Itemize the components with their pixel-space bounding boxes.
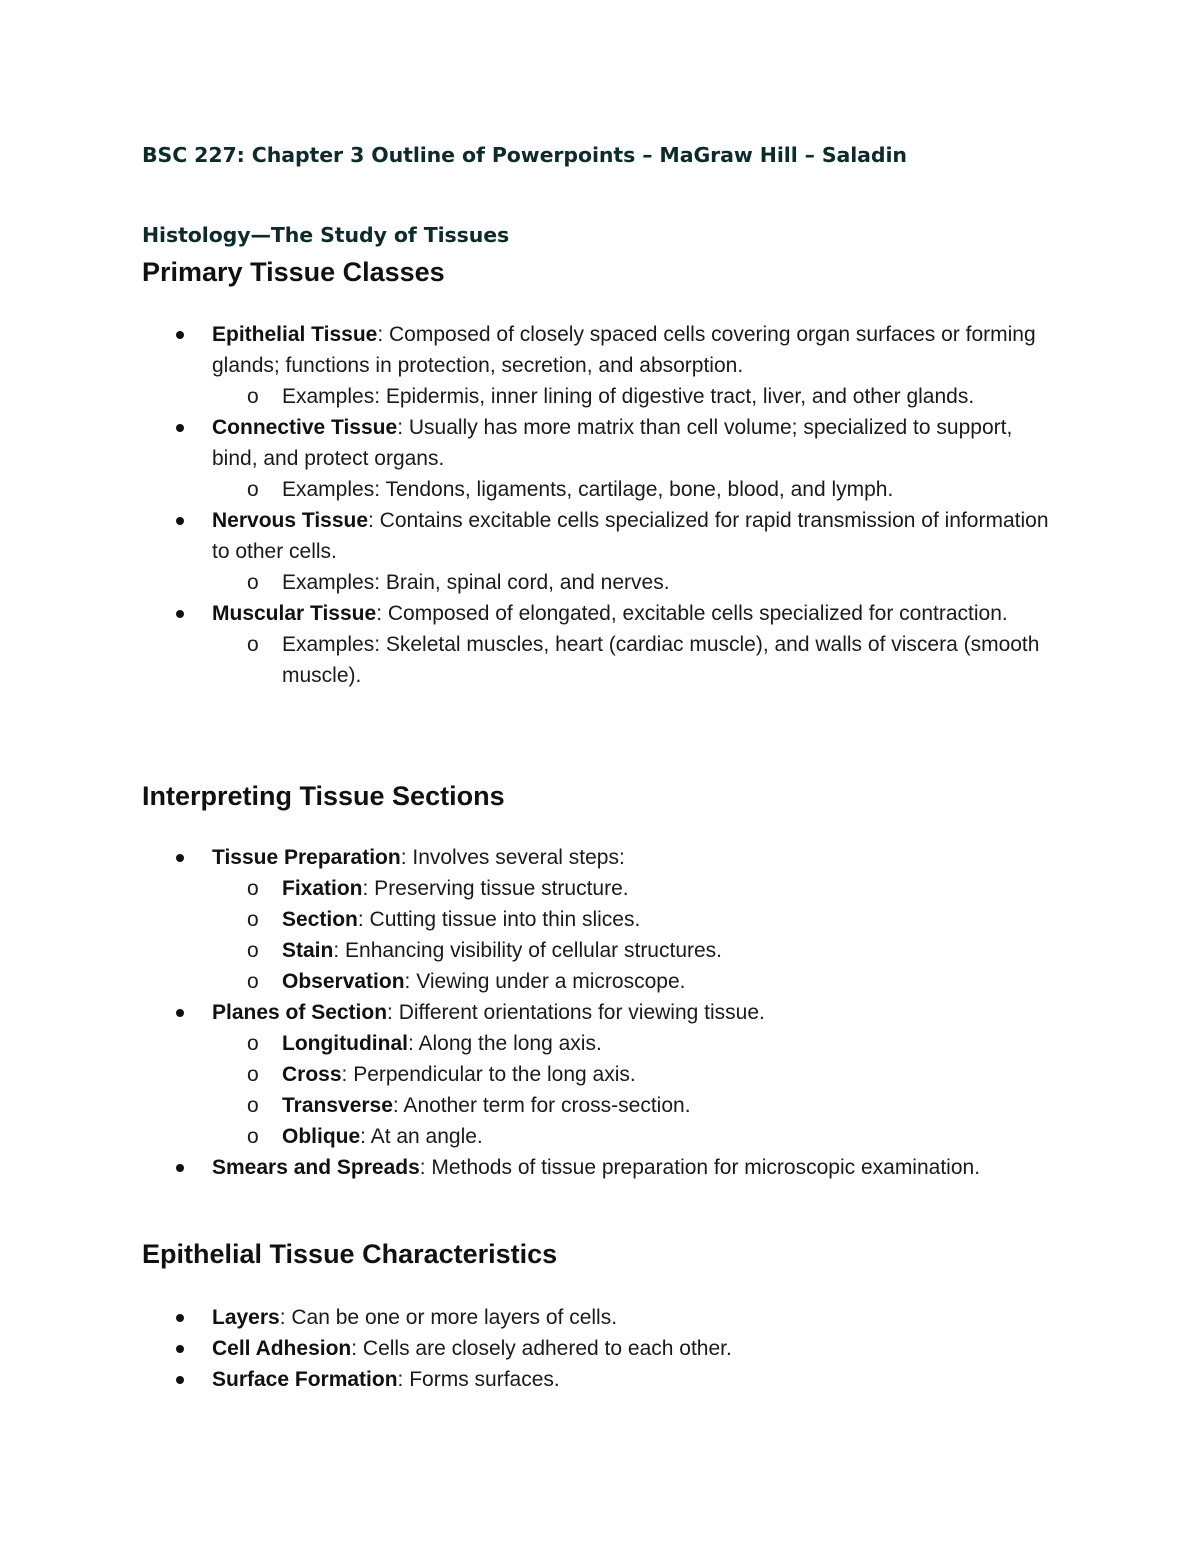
sub-list <box>212 1028 1060 1152</box>
item-term: Tissue Preparation <box>212 846 401 869</box>
sub-list-item <box>247 1028 1060 1059</box>
section-heading-interpreting-tissue-sections: Interpreting Tissue Sections <box>142 781 505 811</box>
item-term: Epithelial Tissue <box>212 323 378 346</box>
primary-tissue-list <box>0 319 1200 691</box>
item-term: Nervous Tissue <box>212 509 369 532</box>
sub-list <box>212 629 1060 691</box>
section-heading-epithelial-characteristics: Epithelial Tissue Characteristics <box>142 1239 558 1269</box>
circle-bullet-icon: o <box>247 633 259 656</box>
list-item <box>0 842 1200 997</box>
circle-bullet-icon: o <box>247 1125 259 1148</box>
bullet-icon <box>176 1314 184 1322</box>
list-item <box>0 1302 1200 1333</box>
circle-bullet-icon: o <box>247 478 259 501</box>
list-item <box>0 1364 1200 1395</box>
sub-item-text: : Along the long axis. <box>407 1032 602 1055</box>
bullet-icon <box>176 1376 184 1384</box>
sub-list-item <box>247 1059 1060 1090</box>
sub-list-item <box>247 966 1060 997</box>
interpreting-sections-list <box>0 842 1200 1183</box>
sub-item-text: Examples: Brain, spinal cord, and nerves. <box>282 571 670 594</box>
item-text: : Contains excitable cells specialized for rapid transmission of information to other cells. <box>212 509 1049 563</box>
bullet-icon <box>176 331 184 339</box>
sub-item-text: Examples: Epidermis, inner lining of digestive tract, liver, and other glands. <box>282 385 975 408</box>
sub-item-text: : Cutting tissue into thin slices. <box>357 908 641 931</box>
item-term: Connective Tissue <box>212 416 398 439</box>
item-text: : Involves several steps: <box>400 846 625 869</box>
document-subheading: Histology—The Study of Tissues <box>142 223 510 247</box>
item-term: Muscular Tissue <box>212 602 377 625</box>
sub-list-item <box>247 1121 1060 1152</box>
sub-item-text: : Viewing under a microscope. <box>404 970 686 993</box>
item-text: : Cells are closely adhered to each other. <box>351 1337 732 1360</box>
sub-item-text: : Enhancing visibility of cellular structures. <box>333 939 723 962</box>
list-item <box>0 412 1200 505</box>
bullet-icon <box>176 1009 184 1017</box>
list-item <box>0 997 1200 1152</box>
sub-list <box>212 474 1060 505</box>
item-term: Surface Formation <box>212 1368 398 1391</box>
item-text: : Forms surfaces. <box>397 1368 560 1391</box>
sub-item-term: Transverse <box>282 1094 393 1117</box>
sub-item-term: Cross <box>282 1063 342 1086</box>
sub-item-text: : Preserving tissue structure. <box>362 877 629 900</box>
sub-item-text: Examples: Tendons, ligaments, cartilage, bone, blood, and lymph. <box>282 478 894 501</box>
item-text: : Methods of tissue preparation for microscopic examination. <box>419 1156 981 1179</box>
bullet-icon <box>176 854 184 862</box>
sub-item-text: : Perpendicular to the long axis. <box>341 1063 636 1086</box>
circle-bullet-icon: o <box>247 877 259 900</box>
sub-list-item <box>247 904 1060 935</box>
list-item <box>0 1333 1200 1364</box>
circle-bullet-icon: o <box>247 1094 259 1117</box>
item-text: : Composed of elongated, excitable cells specialized for contraction. <box>376 602 1008 625</box>
sub-item-term: Observation <box>282 970 405 993</box>
sub-item-term: Fixation <box>282 877 363 900</box>
sub-item-term: Section <box>282 908 358 931</box>
sub-item-text: : Another term for cross-section. <box>392 1094 691 1117</box>
item-term: Layers <box>212 1306 280 1329</box>
epithelial-characteristics-list <box>0 1302 1200 1395</box>
circle-bullet-icon: o <box>247 1032 259 1055</box>
list-item <box>0 505 1200 598</box>
sub-list-item <box>247 567 1060 598</box>
item-term: Smears and Spreads <box>212 1156 420 1179</box>
list-item <box>0 1152 1200 1183</box>
circle-bullet-icon: o <box>247 970 259 993</box>
sub-item-text: Examples: Skeletal muscles, heart (cardiac muscle), and walls of viscera (smooth muscle). <box>282 633 1040 687</box>
sub-item-term: Longitudinal <box>282 1032 408 1055</box>
sub-list-item <box>247 474 1060 505</box>
circle-bullet-icon: o <box>247 571 259 594</box>
sub-list-item <box>247 381 1060 412</box>
sub-list-item <box>247 935 1060 966</box>
document-title: BSC 227: Chapter 3 Outline of Powerpoints – MaGraw Hill – Saladin <box>142 143 907 167</box>
item-text: : Usually has more matrix than cell volume; specialized to support, bind, and protect organs. <box>212 416 1013 470</box>
sub-list-item <box>247 1090 1060 1121</box>
item-term: Cell Adhesion <box>212 1337 352 1360</box>
circle-bullet-icon: o <box>247 1063 259 1086</box>
bullet-icon <box>176 1164 184 1172</box>
sub-list-item <box>247 873 1060 904</box>
item-text: : Different orientations for viewing tissue. <box>387 1001 765 1024</box>
sub-list-item <box>247 629 1060 691</box>
circle-bullet-icon: o <box>247 939 259 962</box>
sub-list <box>212 567 1060 598</box>
list-item <box>0 598 1200 691</box>
circle-bullet-icon: o <box>247 385 259 408</box>
sub-list <box>212 381 1060 412</box>
bullet-icon <box>176 517 184 525</box>
item-text: : Composed of closely spaced cells covering organ surfaces or forming glands; functions in protection, secretion, and absorption. <box>212 323 1036 377</box>
bullet-icon <box>176 424 184 432</box>
item-text: : Can be one or more layers of cells. <box>279 1306 618 1329</box>
item-term: Planes of Section <box>212 1001 388 1024</box>
list-item <box>0 319 1200 412</box>
bullet-icon <box>176 1345 184 1353</box>
sub-item-text: : At an angle. <box>360 1125 483 1148</box>
sub-item-term: Oblique <box>282 1125 361 1148</box>
section-heading-primary-tissue-classes: Primary Tissue Classes <box>142 257 445 287</box>
bullet-icon <box>176 610 184 618</box>
sub-item-term: Stain <box>282 939 334 962</box>
circle-bullet-icon: o <box>247 908 259 931</box>
sub-list <box>212 873 1060 997</box>
